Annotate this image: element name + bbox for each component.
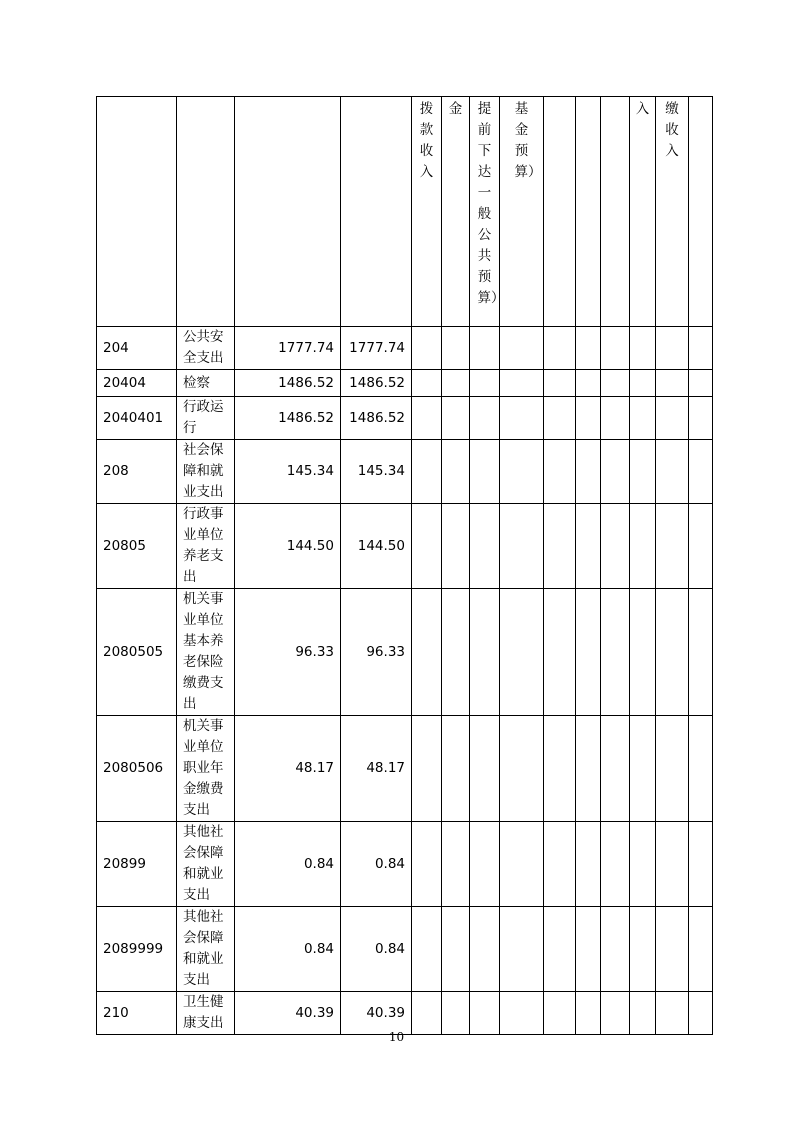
row-total: 0.84 — [303, 940, 334, 957]
row-name-cell — [177, 370, 235, 397]
empty-cell — [576, 716, 601, 822]
empty-cell — [470, 716, 500, 822]
empty-cell — [656, 907, 689, 992]
empty-cell — [630, 440, 656, 504]
empty-cell — [601, 504, 630, 589]
empty-cell — [500, 992, 544, 1035]
row-amount-cell — [341, 589, 412, 716]
row-code: 210 — [103, 1004, 129, 1021]
row-total-cell — [235, 822, 341, 907]
table-row — [97, 370, 713, 397]
header-cell-col6 — [442, 97, 470, 327]
row-amount-cell — [341, 440, 412, 504]
empty-cell — [412, 822, 442, 907]
empty-cell — [689, 822, 713, 907]
empty-cell — [470, 327, 500, 370]
empty-cell — [576, 589, 601, 716]
header-cell-col10 — [576, 97, 601, 327]
row-total-cell — [235, 992, 341, 1035]
row-name-cell — [177, 992, 235, 1035]
row-code-cell — [97, 992, 177, 1035]
row-amount: 1486.52 — [349, 374, 405, 391]
table-row — [97, 327, 713, 370]
empty-cell — [656, 822, 689, 907]
empty-cell — [601, 716, 630, 822]
empty-cell — [500, 370, 544, 397]
empty-cell — [576, 370, 601, 397]
empty-cell — [656, 440, 689, 504]
row-total: 1486.52 — [278, 409, 334, 426]
empty-cell — [442, 822, 470, 907]
empty-cell — [470, 440, 500, 504]
row-amount: 1777.74 — [349, 339, 405, 356]
empty-cell — [500, 440, 544, 504]
table-row — [97, 504, 713, 589]
row-code: 20899 — [103, 855, 146, 872]
empty-cell — [544, 397, 576, 440]
empty-cell — [630, 397, 656, 440]
empty-cell — [442, 716, 470, 822]
table-row — [97, 822, 713, 907]
header-fragment-col8: 基金预算） — [514, 101, 542, 180]
row-code: 2040401 — [103, 409, 164, 426]
row-code: 2089999 — [103, 940, 164, 957]
header-cell-col8 — [500, 97, 544, 327]
row-name: 公共安全支出 — [183, 329, 224, 366]
row-amount: 0.84 — [374, 855, 405, 872]
row-name: 行政运行 — [183, 399, 224, 436]
empty-cell — [412, 397, 442, 440]
table-row — [97, 716, 713, 822]
empty-cell — [656, 589, 689, 716]
empty-cell — [442, 907, 470, 992]
row-code: 208 — [103, 463, 129, 479]
empty-cell — [576, 504, 601, 589]
empty-cell — [544, 589, 576, 716]
empty-cell — [442, 589, 470, 716]
empty-cell — [544, 504, 576, 589]
empty-cell — [470, 397, 500, 440]
empty-cell — [630, 370, 656, 397]
empty-cell — [470, 992, 500, 1035]
row-amount-cell — [341, 716, 412, 822]
empty-cell — [412, 327, 442, 370]
row-code-cell — [97, 822, 177, 907]
empty-cell — [500, 504, 544, 589]
empty-cell — [656, 397, 689, 440]
page-number: 10 — [388, 1030, 405, 1044]
empty-cell — [544, 907, 576, 992]
empty-cell — [689, 370, 713, 397]
empty-cell — [412, 370, 442, 397]
empty-cell — [576, 397, 601, 440]
row-amount: 1486.52 — [349, 409, 405, 426]
empty-cell — [689, 440, 713, 504]
empty-cell — [412, 992, 442, 1035]
header-row — [97, 97, 713, 327]
empty-cell — [689, 992, 713, 1035]
empty-cell — [544, 716, 576, 822]
empty-cell — [656, 504, 689, 589]
empty-cell — [656, 327, 689, 370]
row-name-cell — [177, 716, 235, 822]
empty-cell — [442, 397, 470, 440]
header-fragment-col7: 提前下达一般公共预算） — [477, 101, 505, 306]
header-cell-name — [177, 97, 235, 327]
empty-cell — [470, 370, 500, 397]
table-row — [97, 397, 713, 440]
empty-cell — [656, 992, 689, 1035]
table-row — [97, 589, 713, 716]
row-total: 48.17 — [295, 760, 334, 776]
empty-cell — [689, 589, 713, 716]
empty-cell — [689, 397, 713, 440]
empty-cell — [544, 822, 576, 907]
table-row — [97, 992, 713, 1035]
empty-cell — [544, 440, 576, 504]
empty-cell — [576, 440, 601, 504]
row-name-cell — [177, 907, 235, 992]
row-amount-cell — [341, 397, 412, 440]
empty-cell — [576, 907, 601, 992]
header-fragment-col6: 金 — [448, 101, 463, 117]
empty-cell — [470, 822, 500, 907]
empty-cell — [656, 370, 689, 397]
row-name-cell — [177, 397, 235, 440]
row-amount-cell — [341, 370, 412, 397]
header-cell-col5 — [412, 97, 442, 327]
row-code-cell — [97, 907, 177, 992]
row-name: 检察 — [183, 374, 210, 391]
row-code-cell — [97, 716, 177, 822]
row-total: 0.84 — [303, 855, 334, 872]
row-name-cell — [177, 822, 235, 907]
row-amount-cell — [341, 822, 412, 907]
empty-cell — [630, 907, 656, 992]
empty-cell — [601, 992, 630, 1035]
row-code: 20805 — [103, 537, 146, 554]
empty-cell — [576, 822, 601, 907]
empty-cell — [442, 440, 470, 504]
row-name-cell — [177, 440, 235, 504]
row-name: 其他社会保障和就业支出 — [183, 909, 224, 988]
empty-cell — [601, 589, 630, 716]
empty-cell — [630, 327, 656, 370]
row-code-cell — [97, 397, 177, 440]
empty-cell — [500, 397, 544, 440]
budget-table — [96, 96, 713, 1035]
row-amount: 0.84 — [374, 940, 405, 957]
row-code: 204 — [103, 339, 129, 356]
empty-cell — [576, 327, 601, 370]
row-name-cell — [177, 589, 235, 716]
header-cell-col7 — [470, 97, 505, 327]
header-fragment-col13: 缴收入 — [665, 101, 679, 159]
row-total-cell — [235, 370, 341, 397]
empty-cell — [630, 716, 656, 822]
empty-cell — [500, 589, 544, 716]
empty-cell — [470, 589, 500, 716]
row-total: 145.34 — [286, 463, 334, 479]
empty-cell — [442, 327, 470, 370]
empty-cell — [412, 589, 442, 716]
empty-cell — [442, 992, 470, 1035]
empty-cell — [689, 907, 713, 992]
empty-cell — [470, 907, 500, 992]
row-total-cell — [235, 504, 341, 589]
header-fragment-col12: 入 — [635, 101, 650, 117]
row-total-cell — [235, 327, 341, 370]
row-name: 卫生健康支出 — [183, 994, 224, 1031]
empty-cell — [689, 327, 713, 370]
empty-cell — [689, 504, 713, 589]
row-code: 2080505 — [103, 643, 164, 660]
empty-cell — [412, 504, 442, 589]
row-total-cell — [235, 589, 341, 716]
empty-cell — [544, 370, 576, 397]
row-amount-cell — [341, 327, 412, 370]
empty-cell — [601, 440, 630, 504]
row-name: 社会保障和就业支出 — [183, 442, 224, 500]
row-amount: 144.50 — [357, 537, 405, 554]
row-code-cell — [97, 327, 177, 370]
empty-cell — [630, 504, 656, 589]
row-total: 96.33 — [295, 643, 334, 660]
row-code-cell — [97, 589, 177, 716]
row-total: 144.50 — [286, 537, 334, 554]
row-name: 机关事业单位职业年金缴费支出 — [183, 718, 224, 818]
empty-cell — [630, 589, 656, 716]
empty-cell — [576, 992, 601, 1035]
empty-cell — [601, 907, 630, 992]
row-total: 1486.52 — [278, 374, 334, 391]
empty-cell — [442, 370, 470, 397]
empty-cell — [544, 992, 576, 1035]
header-cell-col9 — [544, 97, 576, 327]
row-name: 机关事业单位基本养老保险缴费支出 — [183, 591, 224, 712]
empty-cell — [412, 440, 442, 504]
empty-cell — [500, 716, 544, 822]
row-amount-cell — [341, 992, 412, 1035]
empty-cell — [601, 370, 630, 397]
header-cell-col11 — [601, 97, 630, 327]
empty-cell — [500, 327, 544, 370]
empty-cell — [442, 504, 470, 589]
row-total-cell — [235, 716, 341, 822]
header-cell-code — [97, 97, 177, 327]
empty-cell — [656, 716, 689, 822]
row-total: 40.39 — [295, 1004, 334, 1021]
empty-cell — [500, 822, 544, 907]
row-code: 2080506 — [103, 760, 164, 776]
header-cell-col14 — [689, 97, 713, 327]
header-fragment-col5: 拨款收入 — [419, 101, 434, 180]
empty-cell — [601, 397, 630, 440]
empty-cell — [630, 992, 656, 1035]
row-amount: 145.34 — [357, 463, 405, 479]
row-amount-cell — [341, 907, 412, 992]
row-total: 1777.74 — [278, 339, 334, 356]
row-name-cell — [177, 504, 235, 589]
row-total-cell — [235, 397, 341, 440]
row-name-cell — [177, 327, 235, 370]
row-amount: 40.39 — [366, 1004, 405, 1021]
row-name: 行政事业单位养老支出 — [183, 506, 224, 585]
row-amount-cell — [341, 504, 412, 589]
header-cell-col13 — [656, 97, 689, 327]
row-code-cell — [97, 440, 177, 504]
empty-cell — [630, 822, 656, 907]
empty-cell — [412, 716, 442, 822]
row-total-cell — [235, 440, 341, 504]
empty-cell — [470, 504, 500, 589]
empty-cell — [601, 327, 630, 370]
row-amount: 48.17 — [366, 760, 405, 776]
empty-cell — [412, 907, 442, 992]
table-row — [97, 907, 713, 992]
row-code: 20404 — [103, 374, 146, 391]
row-name: 其他社会保障和就业支出 — [183, 824, 224, 903]
empty-cell — [689, 716, 713, 822]
empty-cell — [544, 327, 576, 370]
table-row — [97, 440, 713, 504]
header-cell-total — [235, 97, 341, 327]
header-cell-amount — [341, 97, 412, 327]
empty-cell — [500, 907, 544, 992]
row-code-cell — [97, 370, 177, 397]
empty-cell — [601, 822, 630, 907]
row-code-cell — [97, 504, 177, 589]
row-total-cell — [235, 907, 341, 992]
row-amount: 96.33 — [366, 643, 405, 660]
header-cell-col12 — [630, 97, 656, 327]
